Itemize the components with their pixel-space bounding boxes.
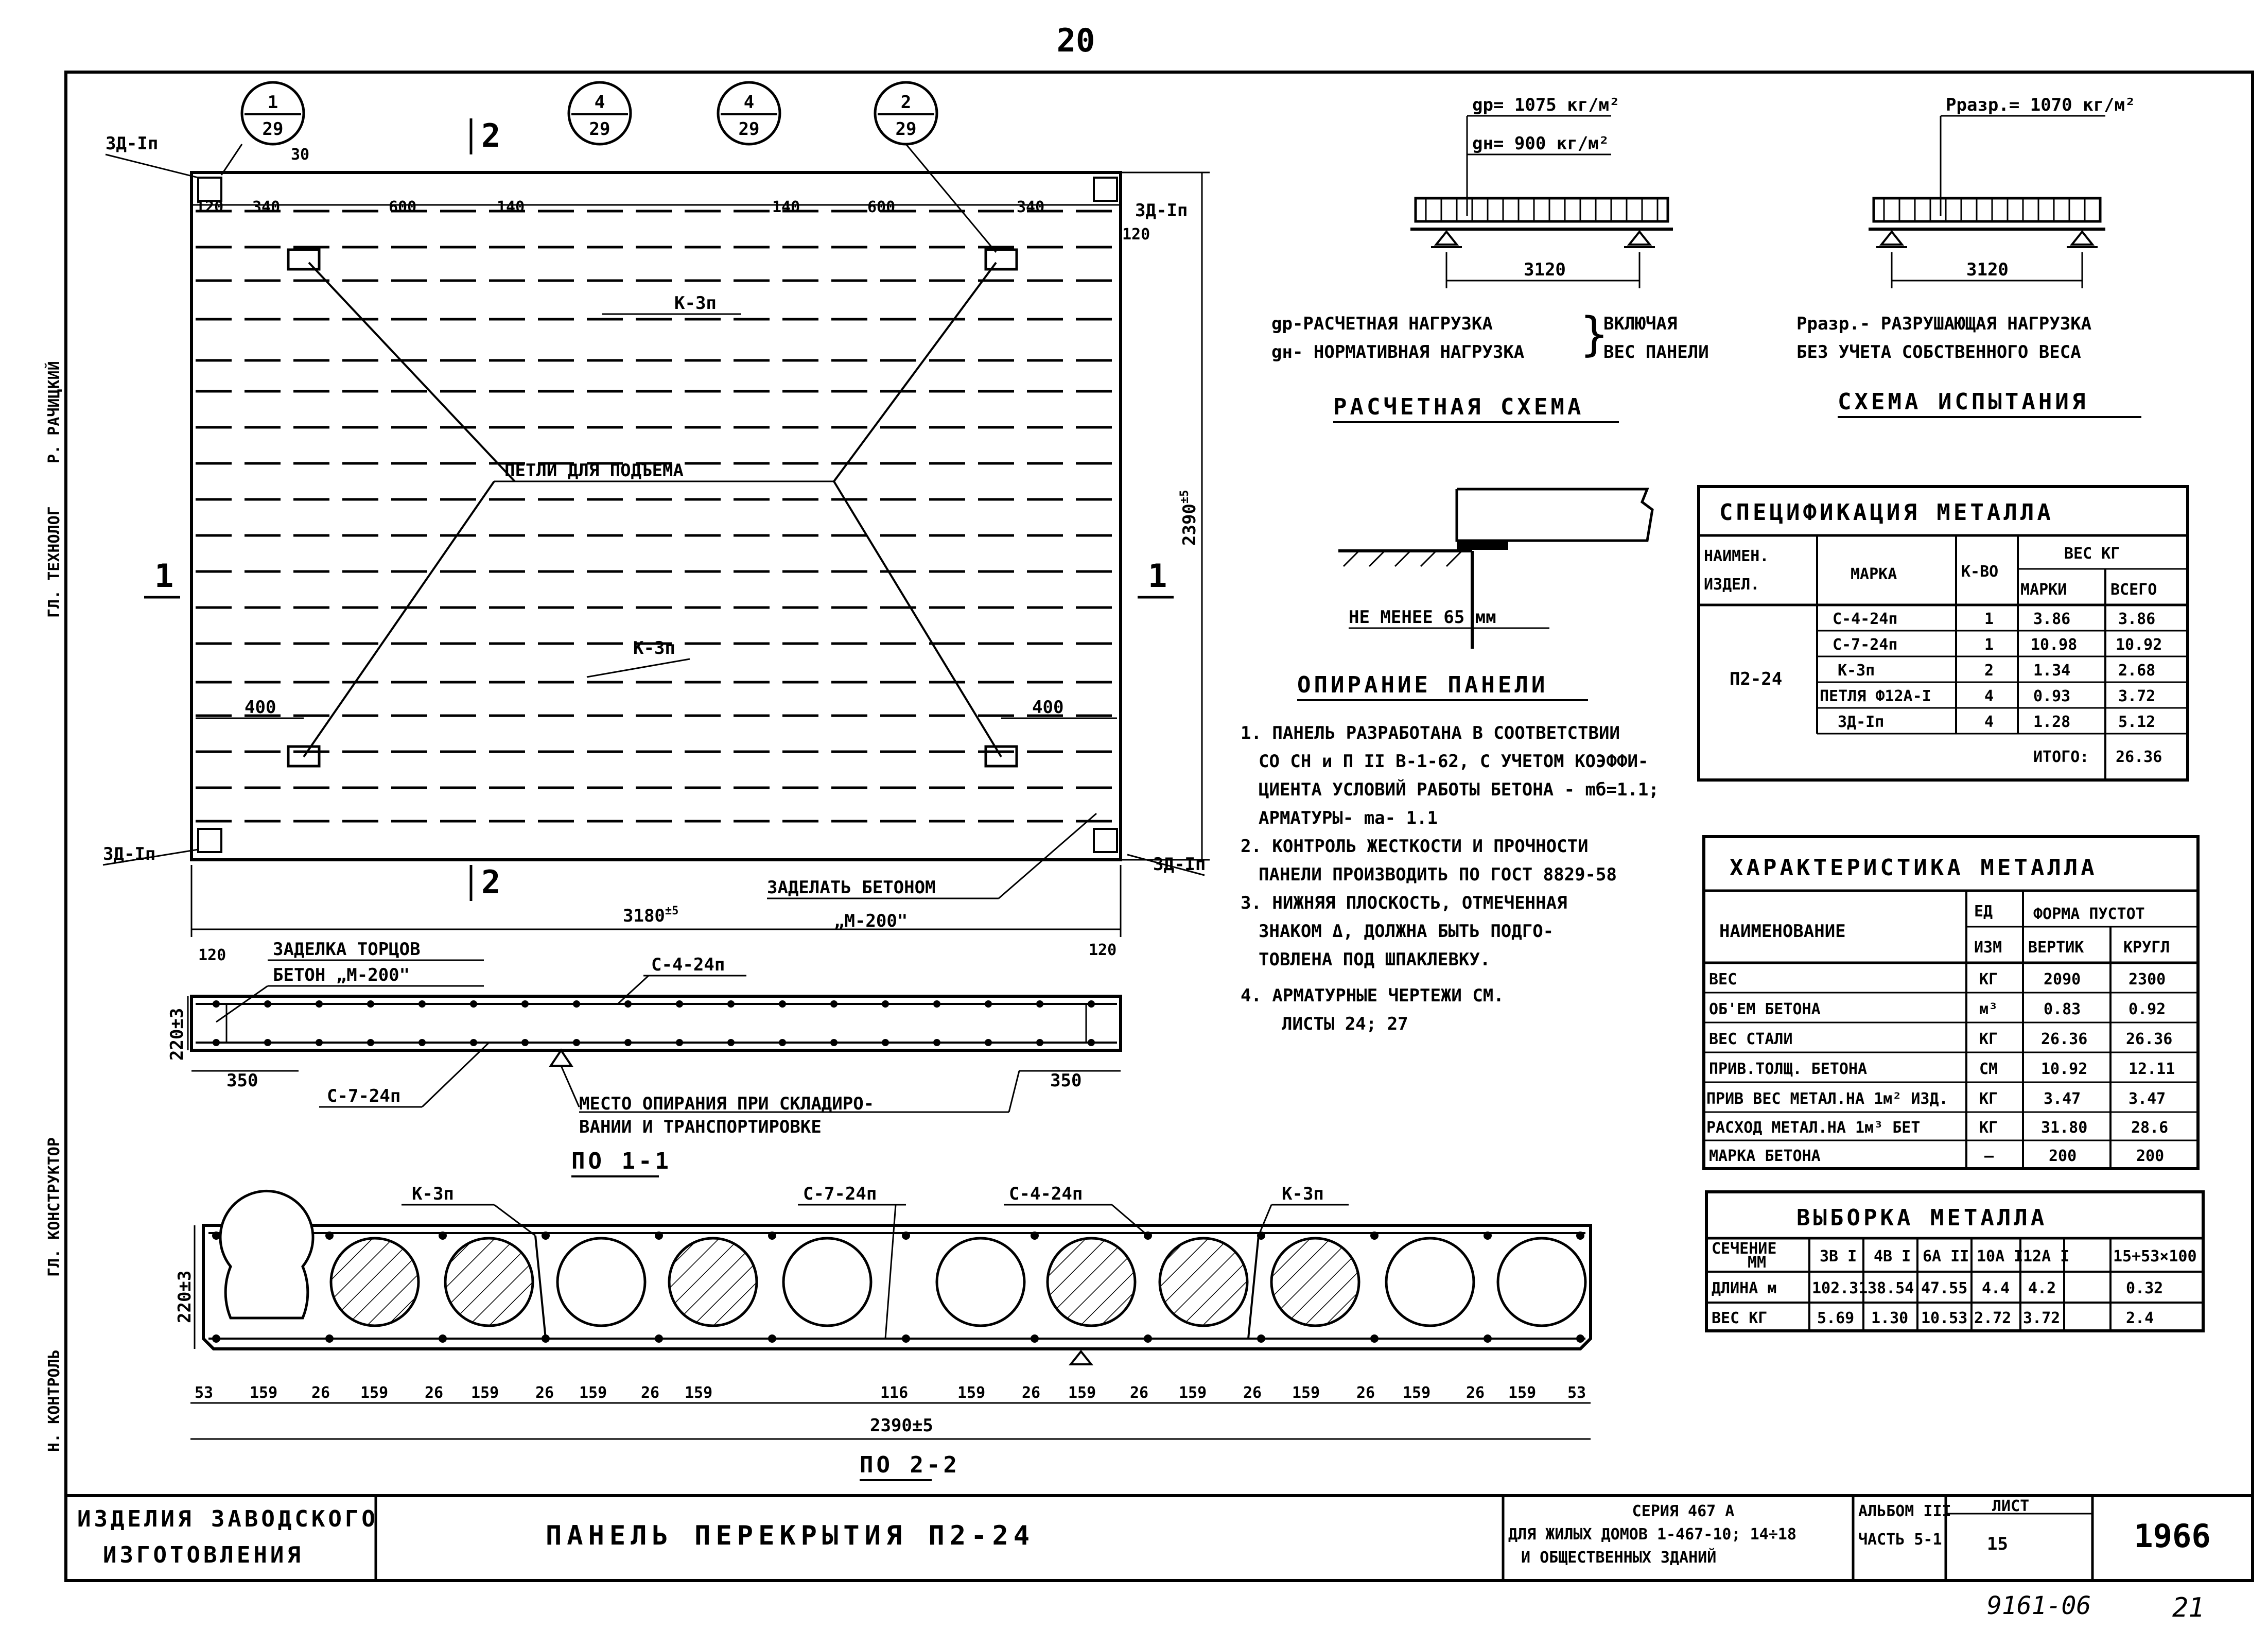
svg-text:3.86: 3.86 [2118,610,2156,628]
svg-text:159: 159 [1292,1384,1320,1402]
support-note: НЕ МЕНЕЕ 65 мм [1349,607,1496,628]
callout-4 [875,82,996,252]
svg-text:КГ: КГ [1979,970,1998,989]
svg-text:140: 140 [772,198,800,216]
section-1-1-title: ПО 1-1 [571,1148,672,1174]
svg-text:3.72: 3.72 [2118,687,2156,705]
svg-text:159: 159 [1068,1384,1096,1402]
title-left-line-1: ИЗДЕЛИЯ ЗАВОДСКОГО [77,1506,378,1532]
section-1-right: 1 [1148,557,1167,595]
mark-k3-left: К-3п [412,1184,454,1204]
mark-k3-right: К-3п [1282,1184,1324,1204]
svg-text:ТОВЛЕНА ПОД ШПАКЛЕВКУ.: ТОВЛЕНА ПОД ШПАКЛЕВКУ. [1259,949,1491,970]
svg-text:МАРКА БЕТОНА: МАРКА БЕТОНА [1709,1147,1821,1165]
spec-item: П2-24 [1730,669,1783,689]
svg-text:ПРИВ ВЕС МЕТАЛ.НА 1м² ИЗД.: ПРИВ ВЕС МЕТАЛ.НА 1м² ИЗД. [1706,1090,1948,1108]
stamp-bottom-1: Н. КОНТРОЛЬ [45,1349,63,1452]
svg-text:12А I: 12А I [2023,1247,2070,1265]
svg-text:159: 159 [1179,1384,1207,1402]
svg-text:2: 2 [1984,662,1994,680]
svg-text:2090: 2090 [2044,970,2081,989]
support-note-2: ВАНИИ И ТРАНСПОРТИРОВКЕ [579,1117,822,1137]
svg-text:600: 600 [867,198,896,216]
svg-text:26: 26 [535,1384,554,1402]
svg-text:10А I: 10А I [1977,1247,2023,1265]
section-1-1 [167,939,1121,1176]
page-number: 20 [1056,22,1095,59]
svg-text:3.47: 3.47 [2129,1090,2166,1108]
label-k3p-bottom: К-3п [633,638,675,658]
svg-text:26: 26 [1130,1384,1149,1402]
calc-span: 3120 [1524,259,1566,280]
plan-view [103,82,1210,937]
svg-text:53: 53 [1567,1384,1586,1402]
svg-text:159: 159 [250,1384,278,1402]
svg-text:1. ПАНЕЛЬ РАЗРАБОТАНА В СООТВЕ: 1. ПАНЕЛЬ РАЗРАБОТАНА В СООТВЕТСТВИИ [1241,723,1620,743]
svg-text:38.54: 38.54 [1868,1279,1914,1297]
svg-text:26.36: 26.36 [2126,1030,2173,1048]
svg-text:26: 26 [1022,1384,1041,1402]
stamp-bottom-2: ГЛ. КОНСТРУКТОР [45,1137,63,1277]
section-2-2-title: ПО 2-2 [860,1452,960,1478]
svg-text:26.36: 26.36 [2041,1030,2088,1048]
stamp-top-2: ГЛ. ТЕХНОЛОГ [45,506,63,618]
sample-cols [1820,1247,2197,1265]
support-title: ОПИРАНИЕ ПАНЕЛИ [1297,672,1548,698]
dim-350-right: 350 [1050,1070,1082,1091]
title-main: ПАНЕЛЬ ПЕРЕКРЫТИЯ П2-24 [546,1520,1035,1551]
spec-title: СПЕЦИФИКАЦИЯ МЕТАЛЛА [1719,499,2054,526]
svg-text:ВЕС СТАЛИ: ВЕС СТАЛИ [1709,1030,1793,1048]
svg-text:К-ВО: К-ВО [1961,563,1999,581]
svg-text:2: 2 [900,92,912,113]
svg-text:МАРКА: МАРКА [1851,565,1897,583]
svg-text:ПРИВ.ТОЛЩ. БЕТОНА: ПРИВ.ТОЛЩ. БЕТОНА [1709,1060,1868,1078]
svg-text:28.6: 28.6 [2131,1119,2169,1137]
svg-text:2300: 2300 [2129,970,2166,989]
calc-legend-brace-2: ВЕС ПАНЕЛИ [1603,342,1709,362]
svg-text:ММ: ММ [1748,1254,1767,1272]
svg-text:ПАНЕЛИ ПРОИЗВОДИТЬ ПО ГОСТ 882: ПАНЕЛИ ПРОИЗВОДИТЬ ПО ГОСТ 8829-58 [1259,864,1617,885]
end-note-1: ЗАДЕЛКА ТОРЦОВ [273,939,421,960]
dim-400-left: 400 [245,697,276,718]
mark-c4-s22: С-4-24п [1009,1184,1083,1204]
support-detail [1297,489,1652,700]
svg-text:4: 4 [1984,687,1994,705]
test-legend-1: Pразр.- РАЗРУШАЮЩАЯ НАГРУЗКА [1796,314,2092,334]
section-2-2 [175,1184,1591,1480]
svg-text:ЛИСТЫ 24; 27: ЛИСТЫ 24; 27 [1282,1014,1408,1034]
test-title: СХЕМА ИСПЫТАНИЯ [1838,389,2089,415]
svg-text:ЗНАКОМ Δ, ДОЛЖНА БЫТЬ ПОДГО-: ЗНАКОМ Δ, ДОЛЖНА БЫТЬ ПОДГО- [1259,921,1554,942]
svg-text:4: 4 [743,92,755,113]
dim-30: 30 [291,146,310,164]
svg-text:ФОРМА ПУСТОТ: ФОРМА ПУСТОТ [2033,905,2145,923]
svg-text:1: 1 [267,92,278,113]
rebar-lines [196,211,1117,821]
svg-text:ЦИЕНТА УСЛОВИЙ РАБОТЫ БЕТОНА -: ЦИЕНТА УСЛОВИЙ РАБОТЫ БЕТОНА - mб=1.1; [1259,779,1659,800]
svg-text:1.34: 1.34 [2033,662,2071,680]
svg-text:159: 159 [685,1384,713,1402]
svg-text:СЕЧЕНИЕ: СЕЧЕНИЕ [1712,1240,1777,1258]
sample-weight [1817,1309,2154,1327]
test-scheme [1796,95,2141,417]
width-dim: $3180^{\pm 5}$ [623,905,679,926]
svg-text:3.72: 3.72 [2023,1309,2061,1327]
callout-2 [569,82,631,144]
svg-text:ВЕС: ВЕС [1709,970,1737,989]
svg-text:1.28: 1.28 [2033,713,2071,731]
svg-text:С-4-24п: С-4-24п [1833,610,1898,628]
svg-text:С-7-24п: С-7-24п [1833,636,1898,654]
mark-zd-bottom-left: ЗД-Iп [103,844,156,864]
svg-text:ЗД-Iп: ЗД-Iп [1838,713,1885,731]
dim-400-right: 400 [1032,697,1064,718]
svg-text:31.80: 31.80 [2041,1119,2088,1137]
spec-table [1699,487,2188,780]
lifting-loops [288,250,1017,766]
svg-text:ВЕС КГ: ВЕС КГ [1712,1309,1768,1327]
section-1-1-bars [213,1000,1095,1046]
svg-text:0.93: 0.93 [2033,687,2071,705]
char-title: ХАРАКТЕРИСТИКА МЕТАЛЛА [1730,855,2098,881]
mark-c7-s11: С-7-24п [327,1086,401,1106]
dim-120-right: 120 [1089,941,1117,959]
year: 1966 [2134,1517,2211,1555]
svg-text:0.32: 0.32 [2126,1279,2164,1297]
section-2-top: 2 [481,117,501,154]
svg-text:2.4: 2.4 [2126,1309,2154,1327]
svg-text:2.68: 2.68 [2118,662,2156,680]
svg-text:—: — [1984,1147,1994,1165]
svg-text:29: 29 [262,119,284,140]
svg-text:120: 120 [1122,226,1150,244]
svg-text:26: 26 [641,1384,660,1402]
svg-text:4.2: 4.2 [2028,1279,2056,1297]
spec-sum-label: ИТОГО: [2033,748,2089,766]
svg-text:10.92: 10.92 [2116,636,2162,654]
frame-border [66,72,2253,1581]
concrete-note-1: ЗАДЕЛАТЬ БЕТОНОМ [767,877,936,898]
svg-text:КГ: КГ [1979,1090,1998,1108]
mark-zd-top-left: ЗД-Iп [106,133,159,154]
svg-text:ВСЕГО: ВСЕГО [2110,581,2157,599]
svg-text:1.30: 1.30 [1871,1309,1909,1327]
svg-text:26: 26 [425,1384,444,1402]
section-2-bottom: 2 [481,863,501,901]
svg-text:ДЛИНА м: ДЛИНА м [1712,1279,1777,1297]
svg-text:159: 159 [1403,1384,1431,1402]
height-s22: 220±3 [175,1270,195,1323]
callout-3 [718,82,780,144]
support-mark-s22 [1071,1351,1091,1364]
svg-text:102.31: 102.31 [1812,1279,1868,1297]
sample-title: ВЫБОРКА МЕТАЛЛА [1796,1205,2048,1231]
height-s11: 220±3 [167,1008,187,1061]
svg-text:340: 340 [1017,198,1045,216]
top-dimensions [193,146,1150,244]
svg-text:4: 4 [1984,713,1994,731]
svg-text:29: 29 [895,119,917,140]
svg-text:6А II: 6А II [1923,1247,1969,1265]
svg-text:ЕД: ЕД [1974,903,1993,921]
svg-text:159: 159 [579,1384,607,1402]
svg-text:159: 159 [471,1384,499,1402]
test-legend-2: БЕЗ УЧЕТА СОБСТВЕННОГО ВЕСА [1796,342,2081,362]
svg-text:5.69: 5.69 [1817,1309,1855,1327]
svg-text:26: 26 [1466,1384,1485,1402]
svg-text:4.4: 4.4 [1982,1279,2010,1297]
label-k3p-top: К-3п [674,293,717,314]
svg-text:ИЗМ: ИЗМ [1974,939,2002,957]
callout-1 [242,82,304,144]
mark-c4-s11: С-4-24п [651,955,725,975]
label-lifting-loops: ПЕТЛИ ДЛЯ ПОДЪЕМА [504,460,684,481]
end-note-2: БЕТОН „М-200" [273,965,410,985]
svg-text:3.86: 3.86 [2033,610,2071,628]
concrete-note-2: „М-200" [834,911,908,931]
spec-rows [1820,610,2162,731]
svg-text:СО СН и П II В-1-62, С УЧЕТОМ: СО СН и П II В-1-62, С УЧЕТОМ КОЭФФИ- [1259,751,1649,772]
svg-text:3В I: 3В I [1820,1247,1857,1265]
svg-text:1: 1 [1984,636,1994,654]
test-p: Pразр.= 1070 кг/м² [1946,95,2136,115]
svg-text:140: 140 [497,198,525,216]
calc-qp: gр= 1075 кг/м² [1472,95,1620,115]
char-table [1704,837,2198,1169]
svg-text:ПЕТЛЯ Ф12А-I: ПЕТЛЯ Ф12А-I [1820,687,1931,705]
svg-text:159: 159 [957,1384,986,1402]
svg-text:53: 53 [195,1384,214,1402]
title-block [66,1496,2253,1581]
svg-text:ИЗДЕЛ.: ИЗДЕЛ. [1704,576,1760,594]
support-note-1: МЕСТО ОПИРАНИЯ ПРИ СКЛАДИРО- [579,1094,875,1114]
svg-text:КГ: КГ [1979,1030,1998,1048]
album-line-1: АЛЬБОМ III [1858,1502,1951,1520]
series-line-3: И ОБЩЕСТВЕННЫХ ЗДАНИЙ [1521,1549,1717,1567]
calc-qn: gн= 900 кг/м² [1472,133,1610,154]
total-dim-s22: 2390±5 [870,1415,933,1436]
svg-text:КРУГЛ: КРУГЛ [2123,939,2170,957]
spec-sum-value: 26.36 [2116,748,2162,766]
album-line-2: ЧАСТЬ 5-1 [1858,1531,1942,1549]
svg-text:12.11: 12.11 [2129,1060,2175,1078]
svg-text:МАРКИ: МАРКИ [2020,581,2067,599]
calc-title: РАСЧЕТНАЯ СХЕМА [1333,394,1584,420]
svg-text:НАИМЕН.: НАИМЕН. [1704,547,1769,565]
stamp-top-1: Р. РАЧИЦКИЙ [45,361,63,463]
svg-text:29: 29 [589,119,610,140]
svg-text:159: 159 [360,1384,389,1402]
height-dim: $2390^{\pm 5}$ [1178,490,1200,546]
svg-text:РАСХОД МЕТАЛ.НА 1м³ БЕТ: РАСХОД МЕТАЛ.НА 1м³ БЕТ [1706,1119,1921,1137]
calc-legend-brace-1: ВКЛЮЧАЯ [1603,314,1678,334]
sample-table [1706,1192,2203,1331]
svg-text:2. КОНТРОЛЬ ЖЕСТКОСТИ И ПРОЧНО: 2. КОНТРОЛЬ ЖЕСТКОСТИ И ПРОЧНОСТИ [1241,836,1589,857]
char-rows [1706,970,2175,1165]
svg-text:НАИМЕНОВАНИЕ: НАИМЕНОВАНИЕ [1719,921,1846,942]
calc-legend-1: gр-РАСЧЕТНАЯ НАГРУЗКА [1271,314,1493,334]
svg-text:10.98: 10.98 [2031,636,2078,654]
bottom-dimensions [190,1384,1591,1439]
svg-text:КГ: КГ [1979,1119,1998,1137]
bottom-code-left: 9161-06 [1987,1591,2091,1620]
svg-text:47.55: 47.55 [1921,1279,1968,1297]
svg-text:600: 600 [389,198,417,216]
svg-text:159: 159 [1508,1384,1537,1402]
title-left-line-2: ИЗГОТОВЛЕНИЯ [103,1542,304,1568]
svg-text:5.12: 5.12 [2118,713,2156,731]
svg-text:4: 4 [594,92,605,113]
svg-text:4. АРМАТУРНЫЕ ЧЕРТЕЖИ СМ.: 4. АРМАТУРНЫЕ ЧЕРТЕЖИ СМ. [1241,985,1504,1006]
dim-120-left: 120 [198,946,226,964]
sheet-number: 15 [1987,1534,2008,1554]
mark-c7-s22: С-7-24п [803,1184,877,1204]
svg-text:2.72: 2.72 [1974,1309,2012,1327]
svg-text:0.92: 0.92 [2129,1000,2166,1018]
svg-text:0.83: 0.83 [2044,1000,2081,1018]
support-mark-s11 [551,1050,571,1066]
svg-text:3.47: 3.47 [2044,1090,2081,1108]
calc-legend-2: gн- НОРМАТИВНАЯ НАГРУЗКА [1271,342,1525,362]
svg-text:АРМАТУРЫ- mа- 1.1: АРМАТУРЫ- mа- 1.1 [1259,808,1438,828]
mark-zd-top-right: ЗД-Iп [1135,200,1188,221]
dim-350-left: 350 [226,1070,258,1091]
calc-brace: } [1580,307,1609,361]
notes [1241,723,1659,1034]
svg-text:К-3п: К-3п [1838,662,1875,680]
svg-text:200: 200 [2136,1147,2165,1165]
svg-text:ВЕС КГ: ВЕС КГ [2064,545,2120,563]
voids [220,1191,1585,1326]
series-line-2: ДЛЯ ЖИЛЫХ ДОМОВ 1-467-10; 14÷18 [1508,1525,1796,1544]
svg-text:200: 200 [2049,1147,2077,1165]
sheet-label: ЛИСТ [1992,1497,2030,1515]
svg-text:26: 26 [311,1384,330,1402]
section-1-left: 1 [154,557,174,595]
svg-text:340: 340 [252,198,281,216]
svg-text:26: 26 [1243,1384,1262,1402]
svg-text:10.53: 10.53 [1921,1309,1968,1327]
svg-text:1: 1 [1984,610,1994,628]
svg-text:116: 116 [880,1384,909,1402]
test-span: 3120 [1966,259,2009,280]
svg-text:ВЕРТИК: ВЕРТИК [2028,939,2084,957]
panel-outline [191,172,1121,860]
svg-text:29: 29 [738,119,760,140]
series-line-1: СЕРИЯ 467 А [1632,1502,1735,1520]
calc-scheme [1271,95,1709,422]
svg-text:3. НИЖНЯЯ ПЛОСКОСТЬ, ОТМЕЧЕННА: 3. НИЖНЯЯ ПЛОСКОСТЬ, ОТМЕЧЕННАЯ [1241,893,1567,913]
svg-text:15+53×100: 15+53×100 [2113,1247,2197,1265]
svg-text:м³: м³ [1979,1000,1998,1018]
svg-text:10.92: 10.92 [2041,1060,2088,1078]
svg-text:26: 26 [1356,1384,1375,1402]
svg-text:ОБ'ЕМ БЕТОНА: ОБ'ЕМ БЕТОНА [1709,1000,1821,1018]
bottom-code-right: 21 [2172,1592,2205,1623]
side-stamps [45,299,66,1452]
svg-text:4В I: 4В I [1874,1247,1911,1265]
svg-text:120: 120 [196,198,224,216]
mark-zd-bottom-right: ЗД-Iп [1153,854,1206,875]
svg-text:СМ: СМ [1979,1060,1998,1078]
